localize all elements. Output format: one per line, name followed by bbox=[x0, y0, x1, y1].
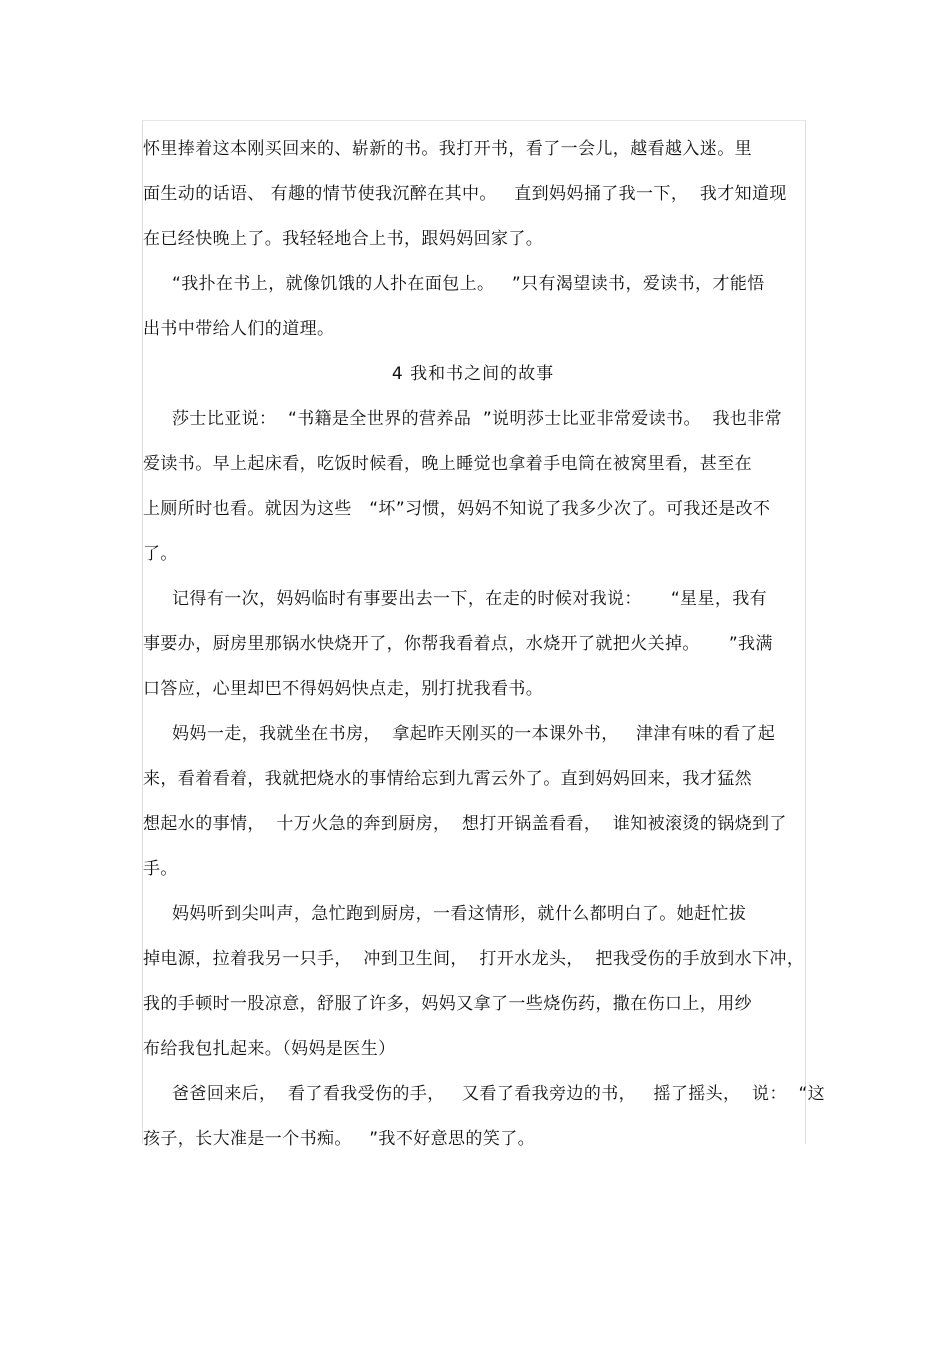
paragraph-line: 上厕所时也看。就因为这些 “坏”习惯，妈妈不知说了我多少次了。可我还是改不 bbox=[143, 499, 771, 519]
paragraph-line: 记得有一次，妈妈临时有事要出去一下，在走的时候对我说： “星星，我有 bbox=[143, 589, 768, 609]
paragraph-line: 事要办，厨房里那锅水快烧开了，你帮我看着点，水烧开了就把火关掉。 ”我满 bbox=[143, 634, 773, 654]
paragraph-line: 孩子，长大准是一个书痴。 ”我不好意思的笑了。 bbox=[143, 1129, 536, 1149]
paragraph-line: 手。 bbox=[143, 859, 178, 879]
paragraph-line: 布给我包扎起来。（妈妈是医生） bbox=[143, 1039, 396, 1059]
paragraph-line: 掉电源，拉着我另一只手， 冲到卫生间， 打开水龙头， 把我受伤的手放到水下冲， bbox=[143, 949, 805, 969]
paragraph-line: 我的手顿时一股凉意，舒服了许多，妈妈又拿了一些烧伤药，撒在伤口上，用纱 bbox=[143, 994, 752, 1014]
paragraph-line: 爱读书。早上起床看，吃饭时候看，晚上睡觉也拿着手电筒在被窝里看，甚至在 bbox=[143, 454, 752, 474]
paragraph-line: 爸爸回来后， 看了看我受伤的手， 又看了看我旁边的书， 摇了摇头， 说： “这 bbox=[143, 1084, 826, 1104]
paragraph-line: 面生动的话语、 有趣的情节使我沉醉在其中。 直到妈妈捅了我一下， 我才知道现 bbox=[143, 184, 787, 204]
paragraph-line: 怀里捧着这本刚买回来的、崭新的书。我打开书，看了一会儿，越看越入迷。里 bbox=[143, 139, 752, 159]
document-body bbox=[143, 127, 826, 1162]
paragraph-line: 了。 bbox=[143, 544, 178, 564]
paragraph-line: 妈妈一走，我就坐在书房， 拿起昨天刚买的一本课外书， 津津有味的看了起 bbox=[143, 724, 776, 744]
paragraph-line: 来，看着看着，我就把烧水的事情给忘到九霄云外了。直到妈妈回来，我才猛然 bbox=[143, 769, 752, 789]
paragraph-line: 口答应，心里却巴不得妈妈快点走，别打扰我看书。 bbox=[143, 679, 544, 699]
paragraph-line: 想起水的事情， 十万火急的奔到厨房， 想打开锅盖看看， 谁知被滚烫的锅烧到了 bbox=[143, 814, 787, 834]
paragraph-line: 莎士比亚说： “书籍是全世界的营养品 ”说明莎士比亚非常爱读书。 我也非常 bbox=[143, 409, 783, 429]
section-heading: 4 我和书之间的故事 bbox=[391, 364, 555, 384]
paragraph-line: 在已经快晚上了。我轻轻地合上书，跟妈妈回家了。 bbox=[143, 229, 544, 249]
paragraph-line: 妈妈听到尖叫声，急忙跑到厨房，一看这情形，就什么都明白了。她赶忙拔 bbox=[143, 904, 747, 924]
paragraph-line: 出书中带给人们的道理。 bbox=[143, 319, 335, 339]
paragraph-line: “我扑在书上，就像饥饿的人扑在面包上。 ”只有渴望读书，爱读书，才能悟 bbox=[143, 274, 765, 294]
